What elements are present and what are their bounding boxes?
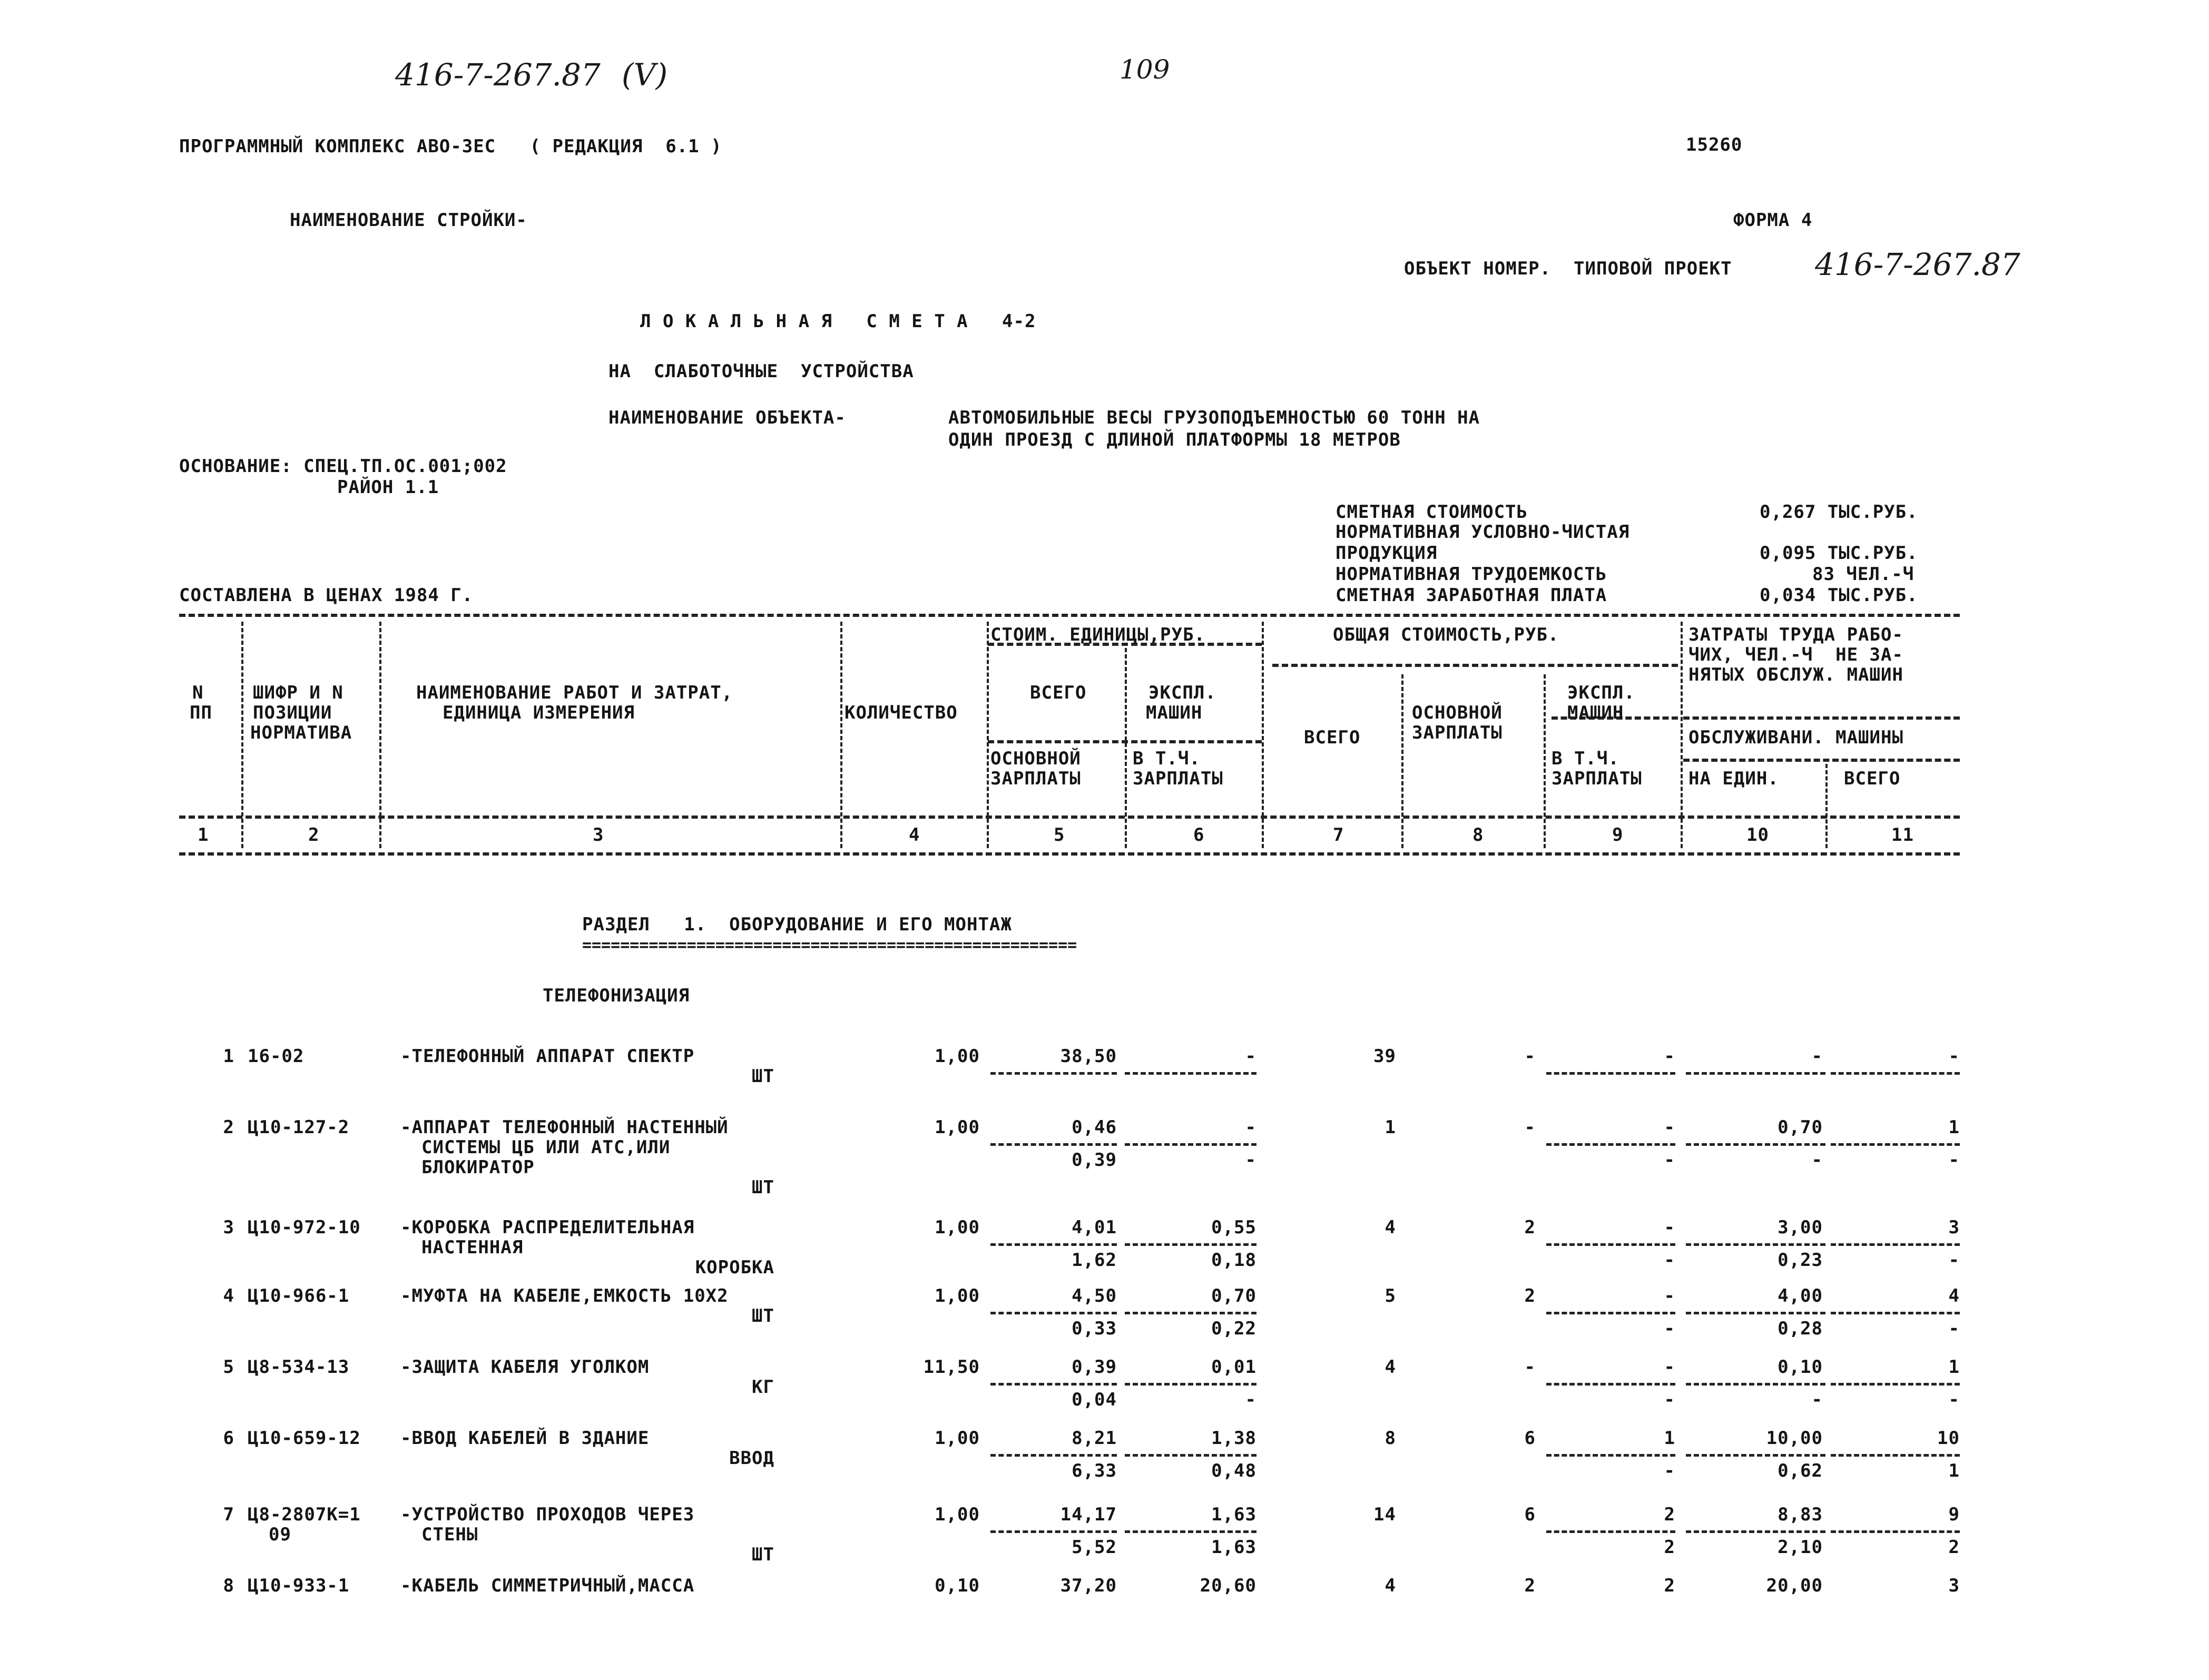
row-code: Ц10-933-1: [248, 1575, 350, 1596]
row-name-line: -КАБЕЛЬ СИММЕТРИЧНЫЙ,МАССА: [400, 1575, 695, 1596]
summary-value-3: 0,095 ТЫС.РУБ.: [1760, 543, 1918, 564]
row-labor-serv-unit: 0,62: [1778, 1460, 1823, 1481]
subsection-title: ТЕЛЕФОНИЗАЦИЯ: [543, 985, 690, 1006]
handwritten-project-code: 416-7-267.87: [395, 57, 601, 93]
col-number: 6: [1193, 824, 1205, 846]
row-number: 1: [223, 1046, 234, 1067]
row-labor-total: -: [1948, 1046, 1960, 1067]
cell-underline: [990, 1312, 1117, 1314]
hdr-unit-mach-2: МАШИН: [1146, 702, 1203, 723]
row-quantity: 1,00: [935, 1428, 980, 1449]
row-name-line: -АППАРАТ ТЕЛЕФОННЫЙ НАСТЕННЫЙ: [400, 1117, 729, 1138]
summary-label-2: НОРМАТИВНАЯ УСЛОВНО-ЧИСТАЯ: [1336, 522, 1630, 543]
row-name-line: -УСТРОЙСТВО ПРОХОДОВ ЧЕРЕЗ: [400, 1504, 695, 1525]
hdr-total-incl-1: В Т.Ч.: [1552, 748, 1619, 769]
cell-underline: [990, 1454, 1117, 1457]
row-unit-cost-total: 0,39: [1072, 1357, 1117, 1378]
hdr-unit-cost: СТОИМ. ЕДИНИЦЫ,РУБ.: [990, 624, 1205, 645]
row-labor-serv-total: -: [1948, 1150, 1960, 1171]
handwritten-page-number: 109: [1120, 54, 1170, 85]
hdr-code-3: НОРМАТИВА: [250, 722, 352, 743]
cell-underline: [990, 1143, 1117, 1146]
row-labor-total: 1: [1948, 1357, 1960, 1378]
row-labor-unit: -: [1811, 1046, 1823, 1067]
hdr-labor-2: ЧИХ, ЧЕЛ.-Ч НЕ ЗА-: [1688, 644, 1903, 665]
summary-label-5: СМЕТНАЯ ЗАРАБОТНАЯ ПЛАТА: [1336, 585, 1607, 606]
row-labor-serv-total: -: [1948, 1318, 1960, 1339]
row-name-line: СИСТЕМЫ ЦБ ИЛИ АТС,ИЛИ: [421, 1137, 671, 1158]
row-total-cost: 4: [1385, 1357, 1396, 1378]
row-labor-unit: 4,00: [1778, 1285, 1823, 1306]
row-unit-wage-mach: 0,18: [1211, 1250, 1256, 1271]
row-total-cost: 8: [1385, 1428, 1396, 1449]
row-name-line: -ЗАЩИТА КАБЕЛЯ УГОЛКОМ: [400, 1357, 650, 1378]
row-labor-serv-unit: -: [1811, 1389, 1823, 1410]
col-number: 5: [1054, 824, 1065, 846]
row-total-wage: -: [1524, 1046, 1536, 1067]
row-unit-cost-total: 4,01: [1072, 1217, 1117, 1238]
row-unit-cost-mach: -: [1245, 1046, 1256, 1067]
cell-underline: [1546, 1383, 1675, 1386]
cell-underline: [1831, 1383, 1960, 1386]
row-code: Ц10-966-1: [248, 1285, 350, 1306]
row-labor-total: 3: [1948, 1217, 1960, 1238]
row-total-mach: -: [1664, 1117, 1675, 1138]
row-unit-cost-mach: 0,70: [1211, 1285, 1256, 1306]
row-total-cost: 39: [1373, 1046, 1396, 1067]
row-number: 7: [223, 1504, 234, 1525]
row-name-line: -ВВОД КАБЕЛЕЙ В ЗДАНИЕ: [400, 1428, 650, 1449]
row-code: 16-02: [248, 1046, 305, 1067]
cell-underline: [990, 1243, 1117, 1246]
row-unit-cost-total: 4,50: [1072, 1285, 1117, 1306]
row-total-mach: -: [1664, 1285, 1675, 1306]
hdr-unit-mach-1: ЭКСПЛ.: [1148, 682, 1216, 703]
col-sep: [1544, 674, 1546, 848]
row-labor-total: 9: [1948, 1504, 1960, 1525]
object-name-line-2: ОДИН ПРОЕЗД С ДЛИНОЙ ПЛАТФОРМЫ 18 МЕТРОВ: [948, 429, 1401, 450]
hdr-num-2: ПП: [190, 702, 212, 723]
object-number-label: ОБЪЕКТ НОМЕР. ТИПОВОЙ ПРОЕКТ: [1404, 258, 1732, 279]
hdr-total-mach-2: МАШИН: [1567, 702, 1624, 723]
row-labor-serv-total: 1: [1948, 1460, 1960, 1481]
row-unit-cost-mach: 0,55: [1211, 1217, 1256, 1238]
row-labor-total: 10: [1937, 1428, 1960, 1449]
row-unit: ШТ: [752, 1305, 774, 1327]
row-quantity: 0,10: [935, 1575, 980, 1596]
row-unit-wage: 5,52: [1072, 1537, 1117, 1558]
cell-underline: [1831, 1072, 1960, 1075]
table-header-rule: [179, 816, 1960, 819]
col-number: 4: [909, 824, 920, 846]
col-sep: [1401, 674, 1403, 848]
stroyka-name-label: НАИМЕНОВАНИЕ СТРОЙКИ-: [290, 210, 527, 231]
cell-underline: [990, 1072, 1117, 1075]
col-number: 11: [1891, 824, 1914, 846]
row-code: Ц10-127-2: [248, 1117, 350, 1138]
cell-underline: [1686, 1072, 1825, 1075]
row-name-line: -ТЕЛЕФОННЫЙ АППАРАТ СПЕКТР: [400, 1046, 695, 1067]
row-unit: ВВОД: [729, 1448, 774, 1469]
cell-underline: [1125, 1383, 1256, 1386]
row-unit-wage-mach: -: [1245, 1389, 1256, 1410]
row-unit-wage: 0,04: [1072, 1389, 1117, 1410]
row-unit-cost-mach: 0,01: [1211, 1357, 1256, 1378]
hdr-labor-unit: НА ЕДИН.: [1688, 768, 1779, 789]
row-total-cost: 4: [1385, 1217, 1396, 1238]
program-line: ПРОГРАММНЫЙ КОМПЛЕКС АВО-ЗЕС ( РЕДАКЦИЯ 6.1 ): [179, 136, 722, 157]
row-total-mach-wage: -: [1664, 1250, 1675, 1271]
cell-underline: [1831, 1454, 1960, 1457]
row-total-wage: -: [1524, 1357, 1536, 1378]
row-name-line: -КОРОБКА РАСПРЕДЕЛИТЕЛЬНАЯ: [400, 1217, 695, 1238]
hdr-labor-total: ВСЕГО: [1844, 768, 1901, 789]
document-subtitle: НА СЛАБОТОЧНЫЕ УСТРОЙСТВА: [608, 361, 914, 382]
row-unit-wage-mach: 1,63: [1211, 1537, 1256, 1558]
row-unit: ШТ: [752, 1177, 774, 1198]
row-name-line: БЛОКИРАТОР: [421, 1157, 535, 1178]
row-labor-total: 4: [1948, 1285, 1960, 1306]
hdr-total-all: ВСЕГО: [1304, 727, 1361, 748]
cell-underline: [990, 1383, 1117, 1386]
row-total-wage: 2: [1524, 1217, 1536, 1238]
row-total-mach-wage: -: [1664, 1460, 1675, 1481]
row-labor-unit: 0,70: [1778, 1117, 1823, 1138]
row-labor-unit: 3,00: [1778, 1217, 1823, 1238]
row-total-mach: 1: [1664, 1428, 1675, 1449]
row-number: 4: [223, 1285, 234, 1306]
compiled-line: СОСТАВЛЕНА В ЦЕНАХ 1984 Г.: [179, 585, 474, 606]
cell-underline: [1686, 1312, 1825, 1314]
row-labor-serv-unit: 2,10: [1778, 1537, 1823, 1558]
cell-underline: [1546, 1530, 1675, 1533]
col-number: 1: [198, 824, 209, 846]
form-label: ФОРМА 4: [1733, 210, 1813, 231]
row-quantity: 1,00: [935, 1217, 980, 1238]
hdr-total-cost: ОБЩАЯ СТОИМОСТЬ,РУБ.: [1333, 624, 1559, 645]
cell-underline: [1686, 1383, 1825, 1386]
row-unit-wage: 1,62: [1072, 1250, 1117, 1271]
hdr-total-wage-2: ЗАРПЛАТЫ: [1412, 722, 1503, 743]
cell-underline: [1125, 1454, 1256, 1457]
row-unit-wage: 0,39: [1072, 1150, 1117, 1171]
row-number: 2: [223, 1117, 234, 1138]
cell-underline: [1546, 1072, 1675, 1075]
col-sep: [1681, 622, 1683, 848]
hdr-unit-wage-1: ОСНОВНОЙ: [990, 748, 1081, 769]
hdr-num-1: N: [192, 682, 204, 703]
row-unit-cost-total: 14,17: [1060, 1504, 1117, 1525]
col-sep: [379, 622, 381, 848]
row-unit: ШТ: [752, 1544, 774, 1565]
summary-value-1: 0,267 ТЫС.РУБ.: [1760, 502, 1918, 523]
handwritten-project-code-right: 416-7-267.87: [1815, 247, 2020, 282]
row-total-cost: 4: [1385, 1575, 1396, 1596]
summary-label-1: СМЕТНАЯ СТОИМОСТЬ: [1336, 502, 1528, 523]
table-numbers-rule: [179, 852, 1960, 856]
row-unit-cost-total: 8,21: [1072, 1428, 1117, 1449]
row-labor-total: 1: [1948, 1117, 1960, 1138]
col-sep: [840, 622, 842, 848]
row-labor-serv-unit: 0,23: [1778, 1250, 1823, 1271]
row-total-mach: -: [1664, 1357, 1675, 1378]
row-total-mach-wage: -: [1664, 1318, 1675, 1339]
row-labor-unit: 0,10: [1778, 1357, 1823, 1378]
row-unit-wage-mach: -: [1245, 1150, 1256, 1171]
row-name-line: НАСТЕННАЯ: [421, 1237, 524, 1258]
row-unit: КОРОБКА: [695, 1257, 774, 1278]
row-labor-serv-total: -: [1948, 1250, 1960, 1271]
row-total-wage: 6: [1524, 1504, 1536, 1525]
cell-underline: [990, 1530, 1117, 1533]
row-quantity: 1,00: [935, 1046, 980, 1067]
row-labor-unit: 10,00: [1766, 1428, 1823, 1449]
section-underline: ====================================================: [582, 936, 1077, 955]
summary-value-5: 0,034 ТЫС.РУБ.: [1760, 585, 1918, 606]
row-name-line: СТЕНЫ: [421, 1524, 478, 1545]
col-number: 10: [1746, 824, 1769, 846]
col-sep: [1825, 764, 1828, 848]
cell-underline: [1686, 1454, 1825, 1457]
col-sep: [987, 622, 989, 848]
row-unit-cost-total: 37,20: [1060, 1575, 1117, 1596]
row-labor-total: 3: [1948, 1575, 1960, 1596]
row-unit-cost-mach: 20,60: [1200, 1575, 1256, 1596]
hdr-unit-wage-2: ЗАРПЛАТЫ: [990, 768, 1081, 789]
hdr-labor-3: НЯТЫХ ОБСЛУЖ. МАШИН: [1688, 664, 1903, 685]
row-total-mach: 2: [1664, 1504, 1675, 1525]
labor-rule-2: [1683, 759, 1960, 762]
row-unit: ШТ: [752, 1066, 774, 1087]
col-number: 9: [1612, 824, 1624, 846]
total-cost-rule: [1272, 664, 1678, 667]
hdr-labor-serv: ОБСЛУЖИВАНИ. МАШИНЫ: [1688, 727, 1903, 748]
cell-underline: [1125, 1530, 1256, 1533]
row-total-wage: 2: [1524, 1575, 1536, 1596]
row-total-mach-wage: -: [1664, 1389, 1675, 1410]
row-unit-wage: 0,33: [1072, 1318, 1117, 1339]
row-labor-serv-unit: 0,28: [1778, 1318, 1823, 1339]
doc-number: 15260: [1686, 134, 1743, 155]
row-total-cost: 5: [1385, 1285, 1396, 1306]
cell-underline: [1686, 1530, 1825, 1533]
hdr-code-2: ПОЗИЦИИ: [253, 702, 332, 723]
row-total-mach: -: [1664, 1046, 1675, 1067]
cell-underline: [1546, 1454, 1675, 1457]
row-unit-cost-mach: 1,63: [1211, 1504, 1256, 1525]
row-total-wage: 2: [1524, 1285, 1536, 1306]
row-unit: КГ: [752, 1377, 774, 1398]
cell-underline: [1831, 1312, 1960, 1314]
row-quantity: 1,00: [935, 1285, 980, 1306]
basis-line: ОСНОВАНИЕ: СПЕЦ.ТП.ОС.001;002: [179, 456, 507, 477]
row-number: 5: [223, 1357, 234, 1378]
document-title: Л О К А Л Ь Н А Я С М Е Т А 4-2: [640, 311, 1036, 332]
row-labor-serv-unit: -: [1811, 1150, 1823, 1171]
labor-rule-1: [1683, 716, 1960, 720]
cell-underline: [1125, 1143, 1256, 1146]
cell-underline: [1686, 1243, 1825, 1246]
hdr-labor-1: ЗАТРАТЫ ТРУДА РАБО-: [1688, 624, 1903, 645]
row-unit-cost-mach: 1,38: [1211, 1428, 1256, 1449]
row-code-extra: 09: [269, 1524, 291, 1545]
row-unit-wage: 6,33: [1072, 1460, 1117, 1481]
row-total-cost: 1: [1385, 1117, 1396, 1138]
section-title: РАЗДЕЛ 1. ОБОРУДОВАНИЕ И ЕГО МОНТАЖ: [582, 914, 1012, 935]
hdr-unit-incl-1: В Т.Ч.: [1133, 748, 1201, 769]
row-code: Ц10-972-10: [248, 1217, 361, 1238]
object-name-label: НАИМЕНОВАНИЕ ОБЪЕКТА-: [608, 407, 846, 428]
row-unit-wage-mach: 0,48: [1211, 1460, 1256, 1481]
handwritten-roman-mark: (V): [622, 57, 668, 93]
col-number: 8: [1472, 824, 1484, 846]
row-unit-wage-mach: 0,22: [1211, 1318, 1256, 1339]
hdr-total-mach-1: ЭКСПЛ.: [1567, 682, 1635, 703]
col-number: 2: [308, 824, 320, 846]
row-labor-serv-total: -: [1948, 1389, 1960, 1410]
object-name-line-1: АВТОМОБИЛЬНЫЕ ВЕСЫ ГРУЗОПОДЪЕМНОСТЬЮ 60 ТОНН НА: [948, 407, 1480, 428]
table-top-rule: [179, 614, 1960, 617]
cell-underline: [1831, 1143, 1960, 1146]
cell-underline: [1125, 1312, 1256, 1314]
hdr-code-1: ШИФР И N: [253, 682, 343, 703]
row-total-cost: 14: [1373, 1504, 1396, 1525]
row-unit-cost-total: 0,46: [1072, 1117, 1117, 1138]
row-code: Ц8-2807К=1: [248, 1504, 361, 1525]
col-sep: [1262, 622, 1264, 848]
hdr-total-incl-2: ЗАРПЛАТЫ: [1552, 768, 1642, 789]
col-number: 7: [1333, 824, 1344, 846]
col-sep: [1125, 648, 1127, 848]
row-labor-serv-total: 2: [1948, 1537, 1960, 1558]
row-code: Ц10-659-12: [248, 1428, 361, 1449]
cell-underline: [1831, 1243, 1960, 1246]
hdr-quantity: КОЛИЧЕСТВО: [845, 702, 958, 723]
summary-value-4: 83 ЧЕЛ.-Ч: [1812, 564, 1915, 585]
cell-underline: [1125, 1243, 1256, 1246]
row-name-line: -МУФТА НА КАБЕЛЕ,ЕМКОСТЬ 10Х2: [400, 1285, 729, 1306]
row-quantity: 1,00: [935, 1504, 980, 1525]
row-labor-unit: 20,00: [1766, 1575, 1823, 1596]
col-number: 3: [593, 824, 604, 846]
district-line: РАЙОН 1.1: [337, 477, 439, 498]
row-total-mach: -: [1664, 1217, 1675, 1238]
row-unit-cost-mach: -: [1245, 1117, 1256, 1138]
row-number: 8: [223, 1575, 234, 1596]
cell-underline: [1686, 1143, 1825, 1146]
summary-label-4: НОРМАТИВНАЯ ТРУДОЕМКОСТЬ: [1336, 564, 1607, 585]
row-code: Ц8-534-13: [248, 1357, 350, 1378]
row-total-mach-wage: 2: [1664, 1537, 1675, 1558]
hdr-unit-total: ВСЕГО: [1030, 682, 1087, 703]
row-labor-unit: 8,83: [1778, 1504, 1823, 1525]
row-number: 3: [223, 1217, 234, 1238]
cell-underline: [1125, 1072, 1256, 1075]
cell-underline: [1546, 1312, 1675, 1314]
hdr-unit-incl-2: ЗАРПЛАТЫ: [1133, 768, 1223, 789]
row-total-wage: 6: [1524, 1428, 1536, 1449]
cell-underline: [1546, 1243, 1675, 1246]
row-total-mach-wage: -: [1664, 1150, 1675, 1171]
col-sep: [241, 622, 243, 848]
cell-underline: [1546, 1143, 1675, 1146]
cell-underline: [1831, 1530, 1960, 1533]
row-total-wage: -: [1524, 1117, 1536, 1138]
hdr-name-2: ЕДИНИЦА ИЗМЕРЕНИЯ: [443, 702, 635, 723]
row-quantity: 11,50: [923, 1357, 980, 1378]
hdr-name-1: НАИМЕНОВАНИЕ РАБОТ И ЗАТРАТ,: [416, 682, 733, 703]
summary-label-3: ПРОДУКЦИЯ: [1336, 543, 1438, 564]
row-unit-cost-total: 38,50: [1060, 1046, 1117, 1067]
row-number: 6: [223, 1428, 234, 1449]
row-quantity: 1,00: [935, 1117, 980, 1138]
hdr-total-wage-1: ОСНОВНОЙ: [1412, 702, 1503, 723]
row-total-mach: 2: [1664, 1575, 1675, 1596]
